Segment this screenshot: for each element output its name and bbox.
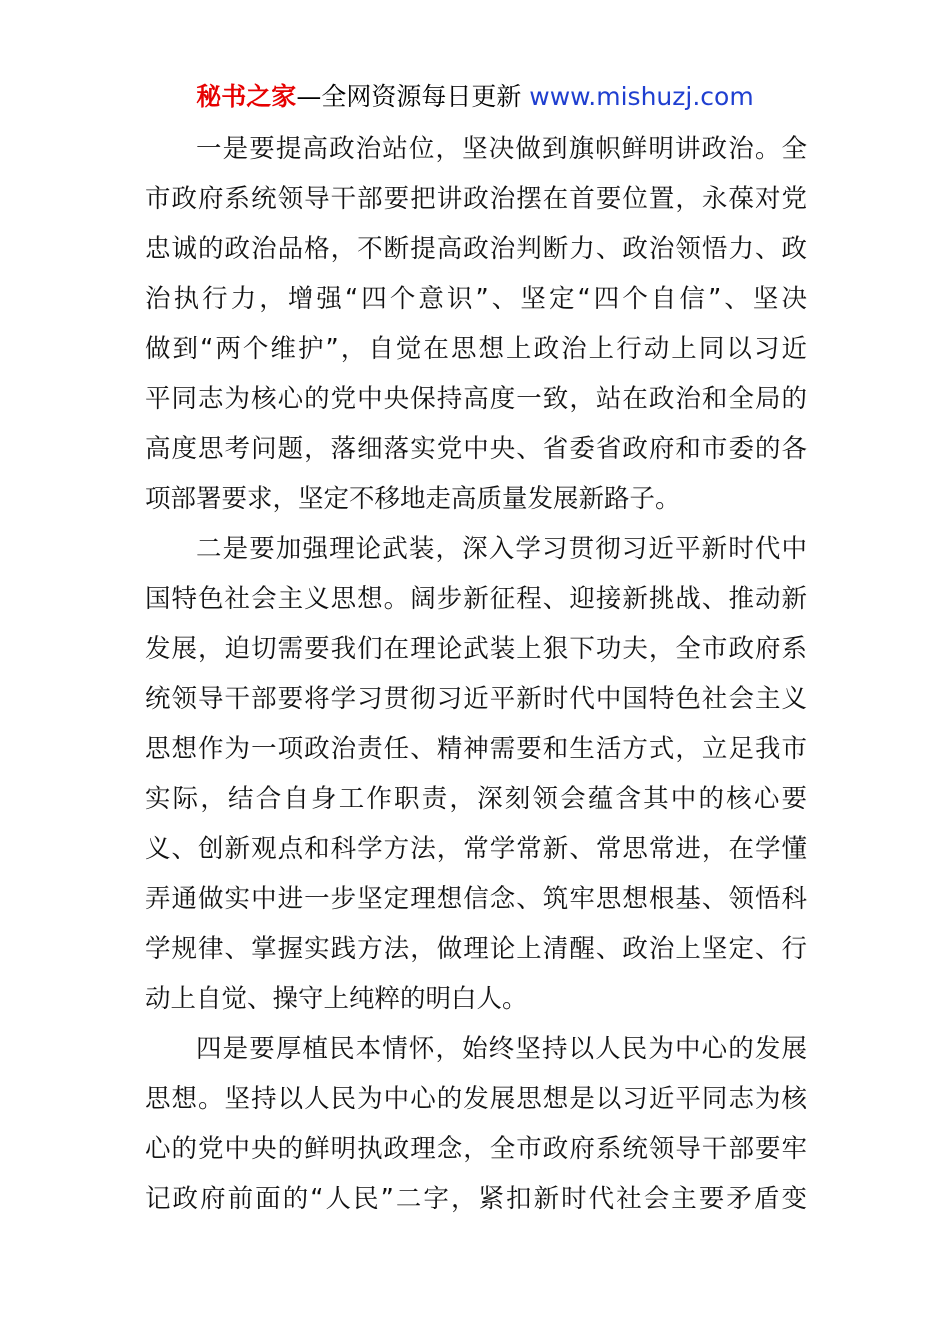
paragraph-line: 高度思考问题，落细落实党中央、省委省政府和市委的各 (145, 434, 807, 464)
paragraph-line: 心的党中央的鲜明执政理念，全市政府系统领导干部要牢 (145, 1134, 807, 1164)
page-header (0, 80, 950, 114)
paragraph-1 (145, 124, 807, 524)
paragraph-line: 治执行力，增强“四个意识”、坚定“四个自信”、坚决 (145, 284, 807, 314)
paragraph-line: 思想。坚持以人民为中心的发展思想是以习近平同志为核 (145, 1084, 807, 1114)
document-body (145, 124, 807, 1224)
paragraph-line: 忠诚的政治品格，不断提高政治判断力、政治领悟力、政 (145, 234, 807, 264)
paragraph-line: 平同志为核心的党中央保持高度一致，站在政治和全局的 (145, 384, 807, 414)
header-url-link[interactable]: www.mishuzj.com (529, 82, 754, 111)
header-brand: 秘书之家 (196, 82, 297, 111)
header-tagline: —全网资源每日更新 (296, 82, 530, 111)
paragraph-line: 一是要提高政治站位，坚决做到旗帜鲜明讲政治。全 (196, 134, 807, 164)
paragraph-line: 统领导干部要将学习贯彻习近平新时代中国特色社会主义 (145, 684, 807, 714)
paragraph-line: 动上自觉、操守上纯粹的明白人。 (145, 984, 528, 1014)
paragraph-line: 做到“两个维护”，自觉在思想上政治上行动上同以习近 (145, 334, 807, 364)
paragraph-line: 记政府前面的“人民”二字，紧扣新时代社会主要矛盾变 (145, 1184, 807, 1214)
paragraph-line: 义、创新观点和科学方法，常学常新、常思常进，在学懂 (145, 834, 807, 864)
paragraph-line: 弄通做实中进一步坚定理想信念、筑牢思想根基、领悟科 (145, 884, 807, 914)
paragraph-line: 实际，结合自身工作职责，深刻领会蕴含其中的核心要 (145, 784, 807, 814)
paragraph-line: 市政府系统领导干部要把讲政治摆在首要位置，永葆对党 (145, 184, 807, 214)
paragraph-line: 学规律、掌握实践方法，做理论上清醒、政治上坚定、行 (145, 934, 807, 964)
paragraph-line: 四是要厚植民本情怀，始终坚持以人民为中心的发展 (196, 1034, 807, 1064)
paragraph-line: 项部署要求，坚定不移地走高质量发展新路子。 (145, 484, 681, 514)
paragraph-2 (145, 524, 807, 1024)
paragraph-line: 二是要加强理论武装，深入学习贯彻习近平新时代中 (196, 534, 807, 564)
paragraph-line: 思想作为一项政治责任、精神需要和生活方式，立足我市 (145, 734, 807, 764)
paragraph-line: 发展，迫切需要我们在理论武装上狠下功夫，全市政府系 (145, 634, 807, 664)
paragraph-line: 国特色社会主义思想。阔步新征程、迎接新挑战、推动新 (145, 584, 807, 614)
paragraph-3 (145, 1024, 807, 1224)
